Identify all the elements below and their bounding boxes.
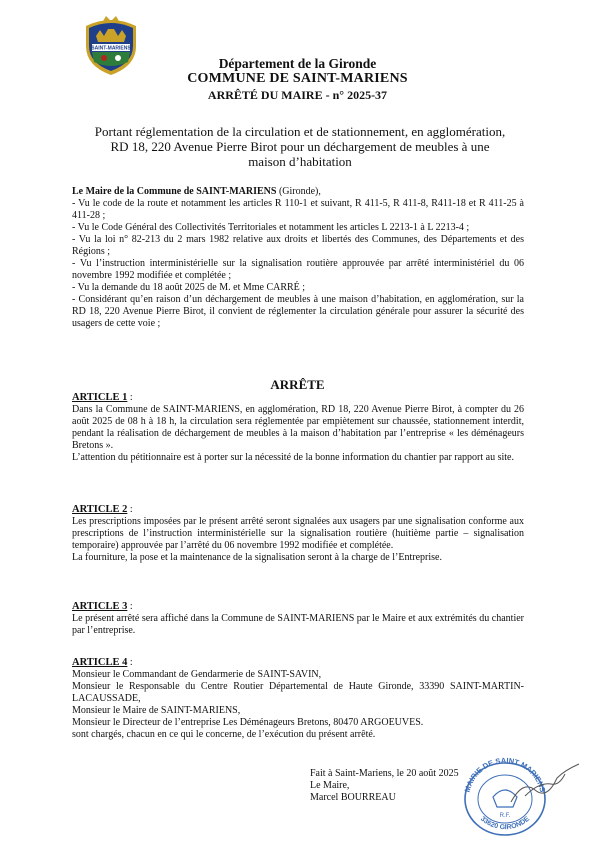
title-line: RD 18, 220 Avenue Pierre Birot pour un déchargement de meubles à une	[110, 139, 490, 154]
department-heading: Département de la Gironde	[218, 56, 377, 71]
place-date: Fait à Saint-Mariens, le 20 août 2025	[310, 768, 459, 779]
signatory-role: Le Maire,	[310, 780, 350, 791]
article-paragraph: La fourniture, la pose et la maintenance de la signalisation seront à la charge de l’Entreprise.	[72, 552, 442, 563]
article-heading-suffix: :	[127, 601, 133, 612]
signatory-name: Marcel BOURREAU	[310, 792, 396, 803]
preamble-lead	[72, 186, 524, 198]
preamble-item: - Considérant qu’en raison d’un déchargement de meubles à une maison d’habitation, en agglomération, sur la RD 18, 220 Avenue Pierre Birot, il convient de réglementer la circulation générale pour assurer la sécurité des usagers de cette voie ;	[72, 294, 524, 329]
title-line: maison d’habitation	[248, 154, 352, 169]
preamble-item: - Vu l’instruction interministérielle sur la signalisation routière approuvée par arrêté interministériel du 06 novembre 1992 modifiée et complétée ;	[72, 258, 524, 281]
article-paragraph: Monsieur le Directeur de l’entreprise Les Déménageurs Bretons, 80470 ARGOEUVES.	[72, 717, 424, 728]
article-heading-row	[72, 601, 524, 613]
article-paragraph: Monsieur le Commandant de Gendarmerie de SAINT-SAVIN,	[72, 669, 322, 680]
article-heading-row	[72, 392, 524, 404]
article-heading-suffix: :	[127, 392, 133, 403]
article-1	[72, 392, 524, 464]
title-line: Portant réglementation de la circulation et de stationnement, en agglomération,	[94, 124, 506, 139]
signature-block	[310, 768, 459, 804]
stamp-top-text: MAIRIE DE SAINT MARIENS	[462, 755, 548, 794]
article-heading-suffix: :	[127, 504, 133, 515]
article-paragraph: L’attention du pétitionnaire est à porter sur la nécessité de la bonne information du chantier par rapport au site.	[72, 452, 514, 463]
preamble-item: - Vu le code de la route et notamment les articles R 110-1 et suivant, R 411-5, R 411-8, R411-18 et R 411-25 à 411-28 ;	[72, 198, 524, 221]
mayor-lead-rest: (Gironde),	[276, 186, 321, 197]
logo-text: SAINT-MARIENS	[91, 45, 131, 52]
article-paragraph: sont chargés, chacun en ce qui le concerne, de l’exécution du présent arrêté.	[72, 729, 376, 740]
article-heading-suffix: :	[127, 657, 133, 668]
preamble-item: - Vu la loi n° 82-213 du 2 mars 1982 relative aux droits et libertés des Communes, des Départements et des Régions ;	[72, 234, 524, 257]
article-heading-row	[72, 657, 524, 669]
article-paragraph: Dans la Commune de SAINT-MARIENS, en agglomération, RD 18, 220 Avenue Pierre Birot, à compter du 26 août 2025 de 08 h à 18 h, la circulation sera réglementée par empiètement sur chaussée, stationnement interdit, pendant la réalisation de déchargement de meubles à la maison d’habitation par l’entreprise « les déménageurs Bretons ».	[72, 404, 524, 451]
article-paragraph: Monsieur le Maire de SAINT-MARIENS,	[72, 705, 241, 716]
preamble	[72, 186, 524, 330]
article-heading: ARTICLE 1	[72, 392, 128, 403]
article-3	[72, 601, 524, 637]
article-heading-row	[72, 504, 524, 516]
article-heading: ARTICLE 3	[72, 601, 128, 612]
arrete-heading: ARRÊTE	[270, 377, 325, 392]
arrete-number: ARRÊTÉ DU MAIRE - n° 2025-37	[207, 88, 388, 102]
article-paragraph: Monsieur le Responsable du Centre Routier Départemental de Haute Gironde, 33390 SAINT-MARTIN-LACAUSSADE,	[72, 681, 524, 704]
stamp-bottom-text: 33620 GIRONDE	[478, 815, 532, 832]
arrete-title	[70, 124, 530, 169]
article-heading: ARTICLE 4	[72, 657, 128, 668]
stamp-center-text: R.F.	[499, 813, 511, 819]
article-heading: ARTICLE 2	[72, 504, 128, 515]
commune-heading: COMMUNE DE SAINT-MARIENS	[187, 71, 408, 86]
mayor-signature	[505, 760, 585, 810]
article-paragraph: Le présent arrêté sera affiché dans la Commune de SAINT-MARIENS par le Maire et aux extrémités du chantier par l’entreprise.	[72, 613, 524, 636]
article-paragraph: Les prescriptions imposées par le présent arrêté seront signalées aux usagers par une signalisation conforme aux prescriptions de l’instruction interministérielle sur la signalisation routière (huitième partie – signalisation temporaire) approuvée par l’arrêté du 06 novembre 1992 modifiée et complétée.	[72, 516, 524, 551]
article-4	[72, 657, 524, 741]
preamble-item: - Vu la demande du 18 août 2025 de M. et Mme CARRÉ ;	[72, 282, 306, 293]
preamble-item: - Vu le Code Général des Collectivités Territoriales et notamment les articles L 2213-1 à L 2213-4 ;	[72, 222, 470, 233]
article-2	[72, 504, 524, 564]
mayor-lead: Le Maire de la Commune de SAINT-MARIENS	[72, 186, 277, 197]
